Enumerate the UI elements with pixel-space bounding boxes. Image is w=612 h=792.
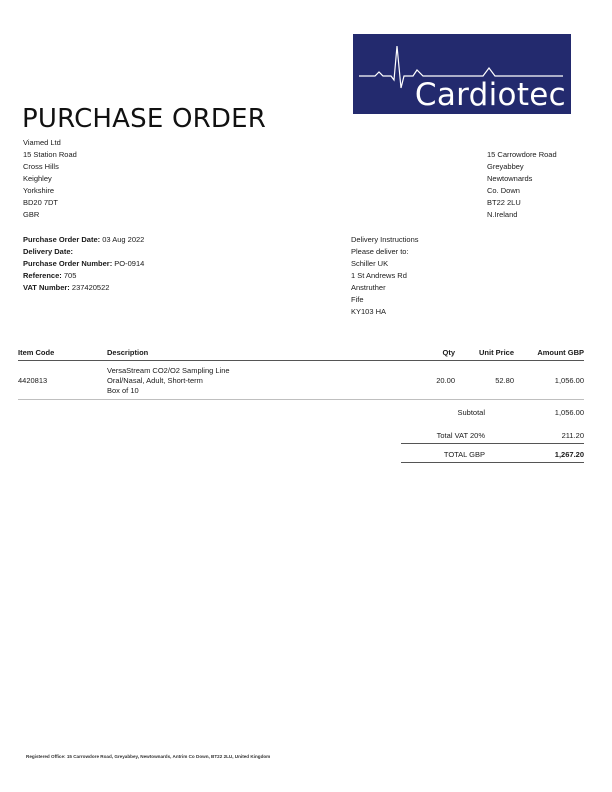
page-title: PURCHASE ORDER xyxy=(22,104,267,134)
delivery-date-row xyxy=(23,246,144,258)
company-address-line: Co. Down xyxy=(487,186,520,195)
reference-value: 705 xyxy=(63,271,77,280)
description-line: VersaStream CO2/O2 Sampling Line xyxy=(107,366,230,375)
delivery-instructions-line: Schiller UK xyxy=(351,259,389,268)
order-date-value: 03 Aug 2022 xyxy=(102,235,145,244)
order-number-label: Purchase Order Number: xyxy=(23,259,113,268)
item-code-cell: 4420813 xyxy=(18,376,48,385)
column-header-amount: Amount GBP xyxy=(537,348,584,357)
subtotal-value: 1,056.00 xyxy=(554,408,584,417)
vat-number-label: VAT Number: xyxy=(23,283,70,292)
company-address-line: Greyabbey xyxy=(487,162,524,171)
order-date-row xyxy=(23,234,144,246)
supplier-address-line: Viamed Ltd xyxy=(23,138,61,147)
company-address-line: N.Ireland xyxy=(487,210,518,219)
delivery-instructions-line: Fife xyxy=(351,295,364,304)
table-row-rule xyxy=(18,399,584,400)
vat-number-value: 237420522 xyxy=(71,283,110,292)
description-line: Oral/Nasal, Adult, Short-term xyxy=(107,376,203,385)
table-header-rule xyxy=(18,360,584,361)
amount-cell: 1,056.00 xyxy=(554,376,584,385)
company-address xyxy=(487,149,557,221)
reference-row xyxy=(23,270,144,282)
total-value: 1,267.20 xyxy=(554,450,584,459)
vat-label: Total VAT 20% xyxy=(436,431,485,440)
delivery-instructions xyxy=(351,234,419,318)
qty-cell: 20.00 xyxy=(436,376,455,385)
column-header-description: Description xyxy=(107,348,149,357)
supplier-address-line: Keighley xyxy=(23,174,52,183)
delivery-instructions-line: KY103 HA xyxy=(351,307,387,316)
description-line: Box of 10 xyxy=(107,386,139,395)
delivery-instructions-line: Please deliver to: xyxy=(351,247,409,256)
company-address-line: Newtownards xyxy=(487,174,533,183)
delivery-instructions-line: 1 St Andrews Rd xyxy=(351,271,407,280)
delivery-date-label: Delivery Date: xyxy=(23,247,74,256)
order-number-value: PO-0914 xyxy=(114,259,145,268)
order-info xyxy=(23,234,144,294)
vat-rule xyxy=(401,443,584,444)
column-header-unit-price: Unit Price xyxy=(478,348,514,357)
order-date-label: Purchase Order Date: xyxy=(23,235,101,244)
supplier-address xyxy=(23,137,77,221)
supplier-address-line: 15 Station Road xyxy=(23,150,77,159)
registered-office-footer: Registered Office: 15 Carrowdore Road, Greyabbey, Newtownards, Antrim Co Down, BT22 2LU, United Kingdom xyxy=(26,754,271,759)
delivery-instructions-line: Anstruther xyxy=(351,283,386,292)
order-number-row xyxy=(23,258,144,270)
company-address-line: 15 Carrowdore Road xyxy=(487,150,557,159)
vat-value: 211.20 xyxy=(561,431,584,440)
delivery-instructions-heading: Delivery Instructions xyxy=(351,235,419,244)
reference-label: Reference: xyxy=(23,271,62,280)
logo-text: Cardiotec xyxy=(414,77,566,113)
vat-number-row xyxy=(23,282,144,294)
total-rule xyxy=(401,462,584,463)
supplier-address-line: GBR xyxy=(23,210,40,219)
unit-price-cell: 52.80 xyxy=(495,376,514,385)
company-logo xyxy=(353,34,571,114)
supplier-address-line: Cross Hills xyxy=(23,162,59,171)
subtotal-label: Subtotal xyxy=(457,408,485,417)
table-row xyxy=(0,364,612,400)
supplier-address-line: BD20 7DT xyxy=(23,198,59,207)
column-header-item-code: Item Code xyxy=(18,348,55,357)
supplier-address-line: Yorkshire xyxy=(23,186,54,195)
description-cell xyxy=(107,366,230,396)
company-address-line: BT22 2LU xyxy=(487,198,521,207)
column-header-qty: Qty xyxy=(442,348,455,357)
total-label: TOTAL GBP xyxy=(443,450,485,459)
